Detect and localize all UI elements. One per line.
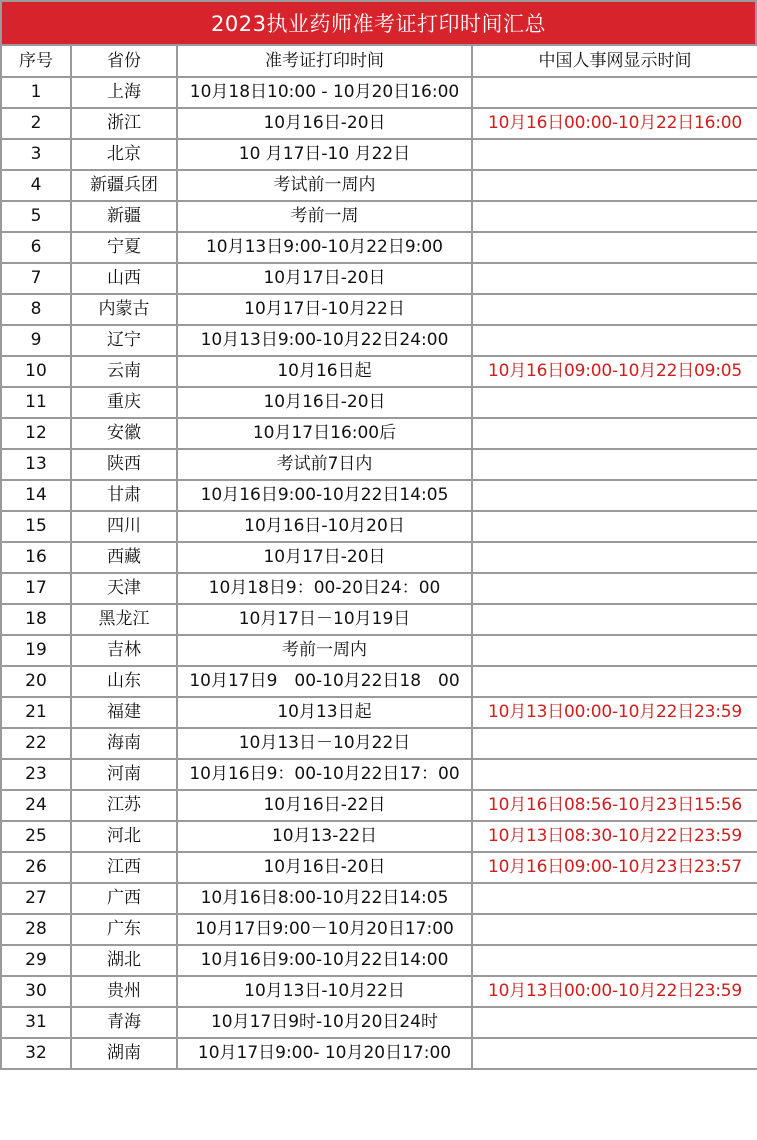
cell-site-time: 10月13日08:30-10月22日23:59: [472, 821, 757, 852]
table-row: [1, 914, 757, 945]
cell-province: 吉林: [71, 635, 177, 666]
cell-province: 辽宁: [71, 325, 177, 356]
table-body: [1, 45, 757, 1069]
cell-index: 13: [1, 449, 71, 480]
table-row: [1, 294, 757, 325]
cell-index: 29: [1, 945, 71, 976]
cell-site-time: [472, 201, 757, 232]
cell-print-time: 10月18日10:00 - 10月20日16:00: [177, 77, 472, 108]
table-row: [1, 635, 757, 666]
cell-print-time: 10月13日9:00-10月22日24:00: [177, 325, 472, 356]
cell-site-time: [472, 449, 757, 480]
cell-print-time: 10月17日－10月19日: [177, 604, 472, 635]
cell-index: 9: [1, 325, 71, 356]
cell-print-time: 10月13日9:00-10月22日9:00: [177, 232, 472, 263]
cell-province: 河北: [71, 821, 177, 852]
cell-site-time: [472, 604, 757, 635]
cell-province: 内蒙古: [71, 294, 177, 325]
cell-site-time: [472, 635, 757, 666]
cell-province: 云南: [71, 356, 177, 387]
cell-print-time: 10月13日起: [177, 697, 472, 728]
cell-site-time: [472, 294, 757, 325]
cell-index: 19: [1, 635, 71, 666]
table-row: [1, 356, 757, 387]
cell-site-time: [472, 883, 757, 914]
cell-province: 山东: [71, 666, 177, 697]
cell-print-time: 10月17日-10月22日: [177, 294, 472, 325]
cell-province: 四川: [71, 511, 177, 542]
cell-index: 31: [1, 1007, 71, 1038]
cell-print-time: 10月16日-20日: [177, 387, 472, 418]
cell-index: 1: [1, 77, 71, 108]
table-row: [1, 821, 757, 852]
cell-index: 5: [1, 201, 71, 232]
cell-province: 上海: [71, 77, 177, 108]
cell-site-time: 10月16日09:00-10月22日09:05: [472, 356, 757, 387]
header-index: 序号: [1, 45, 71, 77]
cell-print-time: 10月16日-22日: [177, 790, 472, 821]
cell-site-time: [472, 759, 757, 790]
table-row: [1, 1038, 757, 1069]
cell-province: 青海: [71, 1007, 177, 1038]
table-row: [1, 108, 757, 139]
cell-index: 28: [1, 914, 71, 945]
cell-site-time: 10月16日08:56-10月23日15:56: [472, 790, 757, 821]
cell-province: 宁夏: [71, 232, 177, 263]
cell-province: 江西: [71, 852, 177, 883]
cell-print-time: 考试前一周内: [177, 170, 472, 201]
cell-site-time: [472, 387, 757, 418]
cell-print-time: 10月16日9:00-10月22日14:00: [177, 945, 472, 976]
cell-site-time: [472, 77, 757, 108]
cell-print-time: 考前一周内: [177, 635, 472, 666]
table-row: [1, 480, 757, 511]
cell-print-time: 10月16日9:00-10月22日14:05: [177, 480, 472, 511]
table-row: [1, 790, 757, 821]
table-row: [1, 1007, 757, 1038]
cell-site-time: [472, 542, 757, 573]
header-print-time: 准考证打印时间: [177, 45, 472, 77]
cell-print-time: 10月17日-20日: [177, 542, 472, 573]
cell-province: 安徽: [71, 418, 177, 449]
cell-province: 浙江: [71, 108, 177, 139]
table-row: [1, 511, 757, 542]
cell-index: 12: [1, 418, 71, 449]
cell-province: 西藏: [71, 542, 177, 573]
cell-province: 黑龙江: [71, 604, 177, 635]
cell-index: 20: [1, 666, 71, 697]
cell-province: 海南: [71, 728, 177, 759]
cell-site-time: [472, 263, 757, 294]
cell-province: 重庆: [71, 387, 177, 418]
cell-index: 23: [1, 759, 71, 790]
cell-province: 山西: [71, 263, 177, 294]
cell-print-time: 10月13-22日: [177, 821, 472, 852]
cell-print-time: 10月13日-10月22日: [177, 976, 472, 1007]
table-row: [1, 387, 757, 418]
cell-print-time: 10月16日-20日: [177, 108, 472, 139]
table-row: [1, 232, 757, 263]
cell-print-time: 10 月17日-10 月22日: [177, 139, 472, 170]
table-row: [1, 77, 757, 108]
cell-province: 贵州: [71, 976, 177, 1007]
table-row: [1, 325, 757, 356]
cell-print-time: 10月18日9：00-20日24：00: [177, 573, 472, 604]
cell-province: 福建: [71, 697, 177, 728]
cell-print-time: 10月16日-20日: [177, 852, 472, 883]
cell-print-time: 10月16日9：00-10月22日17：00: [177, 759, 472, 790]
cell-site-time: [472, 573, 757, 604]
table-row: [1, 573, 757, 604]
header-province: 省份: [71, 45, 177, 77]
table-row: [1, 418, 757, 449]
cell-site-time: [472, 139, 757, 170]
cell-site-time: [472, 945, 757, 976]
cell-province: 湖南: [71, 1038, 177, 1069]
table-row: [1, 852, 757, 883]
cell-index: 24: [1, 790, 71, 821]
cell-site-time: 10月13日00:00-10月22日23:59: [472, 697, 757, 728]
cell-print-time: 10月17日9:00- 10月20日17:00: [177, 1038, 472, 1069]
cell-site-time: [472, 728, 757, 759]
table-row: [1, 139, 757, 170]
cell-site-time: [472, 666, 757, 697]
cell-site-time: [472, 170, 757, 201]
table-row: [1, 697, 757, 728]
cell-site-time: [472, 1038, 757, 1069]
cell-index: 18: [1, 604, 71, 635]
cell-index: 32: [1, 1038, 71, 1069]
cell-print-time: 10月16日-10月20日: [177, 511, 472, 542]
cell-index: 4: [1, 170, 71, 201]
header-site-time: 中国人事网显示时间: [472, 45, 757, 77]
table-row: [1, 759, 757, 790]
cell-index: 16: [1, 542, 71, 573]
table-row: [1, 449, 757, 480]
table-row: [1, 201, 757, 232]
cell-index: 2: [1, 108, 71, 139]
table-row: [1, 976, 757, 1007]
cell-index: 25: [1, 821, 71, 852]
cell-index: 15: [1, 511, 71, 542]
cell-province: 新疆: [71, 201, 177, 232]
cell-index: 10: [1, 356, 71, 387]
cell-index: 14: [1, 480, 71, 511]
cell-province: 北京: [71, 139, 177, 170]
cell-index: 7: [1, 263, 71, 294]
table-row: [1, 728, 757, 759]
cell-index: 8: [1, 294, 71, 325]
cell-index: 26: [1, 852, 71, 883]
table-row: [1, 945, 757, 976]
cell-site-time: [472, 914, 757, 945]
cell-province: 甘肃: [71, 480, 177, 511]
cell-print-time: 10月13日－10月22日: [177, 728, 472, 759]
schedule-table: [0, 44, 757, 1070]
cell-index: 17: [1, 573, 71, 604]
cell-province: 广西: [71, 883, 177, 914]
cell-print-time: 10月17日9时-10月20日24时: [177, 1007, 472, 1038]
cell-province: 广东: [71, 914, 177, 945]
cell-site-time: 10月16日09:00-10月23日23:57: [472, 852, 757, 883]
table-row: [1, 666, 757, 697]
table-row: [1, 542, 757, 573]
cell-site-time: 10月16日00:00-10月22日16:00: [472, 108, 757, 139]
cell-site-time: 10月13日00:00-10月22日23:59: [472, 976, 757, 1007]
cell-print-time: 10月17日16:00后: [177, 418, 472, 449]
cell-index: 6: [1, 232, 71, 263]
cell-province: 天津: [71, 573, 177, 604]
cell-site-time: [472, 1007, 757, 1038]
table-row: [1, 883, 757, 914]
cell-print-time: 10月17日9:00－10月20日17:00: [177, 914, 472, 945]
cell-print-time: 10月17日-20日: [177, 263, 472, 294]
cell-print-time: 考前一周: [177, 201, 472, 232]
table-row: [1, 170, 757, 201]
header-row: [1, 45, 757, 77]
cell-index: 30: [1, 976, 71, 1007]
cell-print-time: 10月17日9 00-10月22日18 00: [177, 666, 472, 697]
cell-province: 新疆兵团: [71, 170, 177, 201]
cell-site-time: [472, 418, 757, 449]
cell-index: 21: [1, 697, 71, 728]
table-row: [1, 263, 757, 294]
cell-site-time: [472, 480, 757, 511]
cell-index: 27: [1, 883, 71, 914]
cell-print-time: 考试前7日内: [177, 449, 472, 480]
cell-print-time: 10月16日起: [177, 356, 472, 387]
cell-site-time: [472, 232, 757, 263]
cell-index: 22: [1, 728, 71, 759]
table-row: [1, 604, 757, 635]
cell-province: 陕西: [71, 449, 177, 480]
cell-index: 3: [1, 139, 71, 170]
cell-print-time: 10月16日8:00-10月22日14:05: [177, 883, 472, 914]
cell-site-time: [472, 511, 757, 542]
cell-province: 江苏: [71, 790, 177, 821]
cell-index: 11: [1, 387, 71, 418]
cell-site-time: [472, 325, 757, 356]
cell-province: 河南: [71, 759, 177, 790]
cell-province: 湖北: [71, 945, 177, 976]
table-title: 2023执业药师准考证打印时间汇总: [0, 0, 757, 44]
